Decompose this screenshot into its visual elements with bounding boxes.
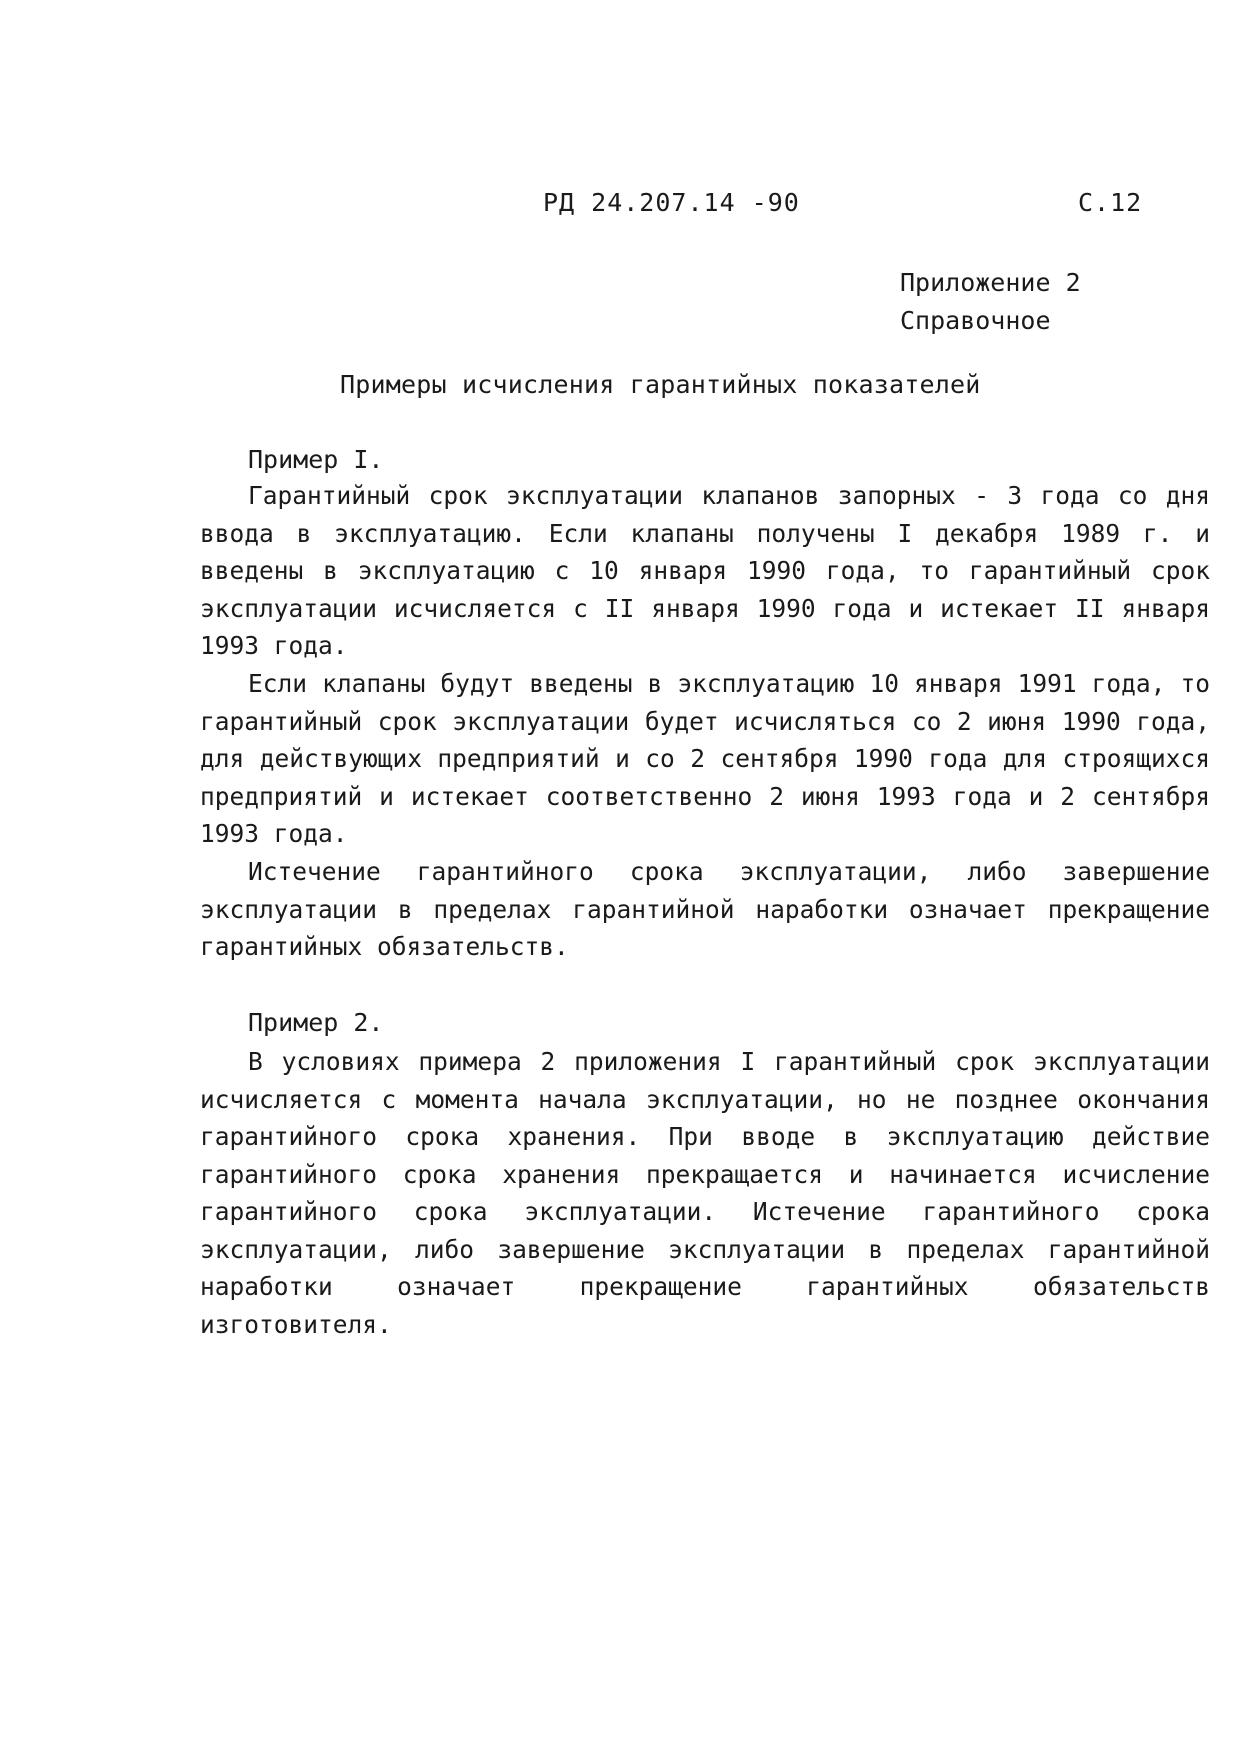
document-code: РД 24.207.14 -90 (543, 188, 800, 217)
section-title: Примеры исчисления гарантийных показателей (340, 370, 981, 399)
example-1-paragraph-1: Гарантийный срок эксплуатации клапанов запорных - 3 года со дня ввода в эксплуатацию. Если клапаны получены I декабря 1989 г. и введены в эксплуатацию с 10 января 1990 года, то гарантийный срок эксплуатации исчисляется с II января 1990 года и истекает II января 1993 года. (200, 481, 1210, 660)
appendix-title: Приложение 2 (900, 268, 1081, 297)
example-1-paragraph-3: Истечение гарантийного срока эксплуатации, либо завершение эксплуатации в пределах гарантийной наработки означает прекращение гарантийных обязательств. (200, 857, 1210, 961)
example-2-paragraph-1: В условиях примера 2 приложения I гарантийный срок эксплуатации исчисляется с момента начала эксплуатации, но не позднее окончания гарантийного срока хранения. При вводе в эксплуатацию действие гарантийного срока хранения прекращается и начинается исчисление гарантийного срока эксплуатации. Истечение гарантийного срока эксплуатации, либо завершение эксплуатации в пределах гарантийной наработки означает прекращение гарантийных обязательств изготовителя. (200, 1047, 1210, 1339)
example-1-heading: Пример I. (248, 445, 384, 474)
page-number: С.12 (1078, 188, 1143, 217)
example-2-heading: Пример 2. (248, 1008, 384, 1037)
appendix-type: Справочное (900, 306, 1051, 335)
example-1-paragraph-2: Если клапаны будут введены в эксплуатацию 10 января 1991 года, то гарантийный срок эксплуатации будет исчисляться со 2 июня 1990 года, для действующих предприятий и со 2 сентября 1990 года для строящихся предприятий и истекает соответственно 2 июня 1993 года и 2 сентября 1993 года. (200, 669, 1210, 848)
